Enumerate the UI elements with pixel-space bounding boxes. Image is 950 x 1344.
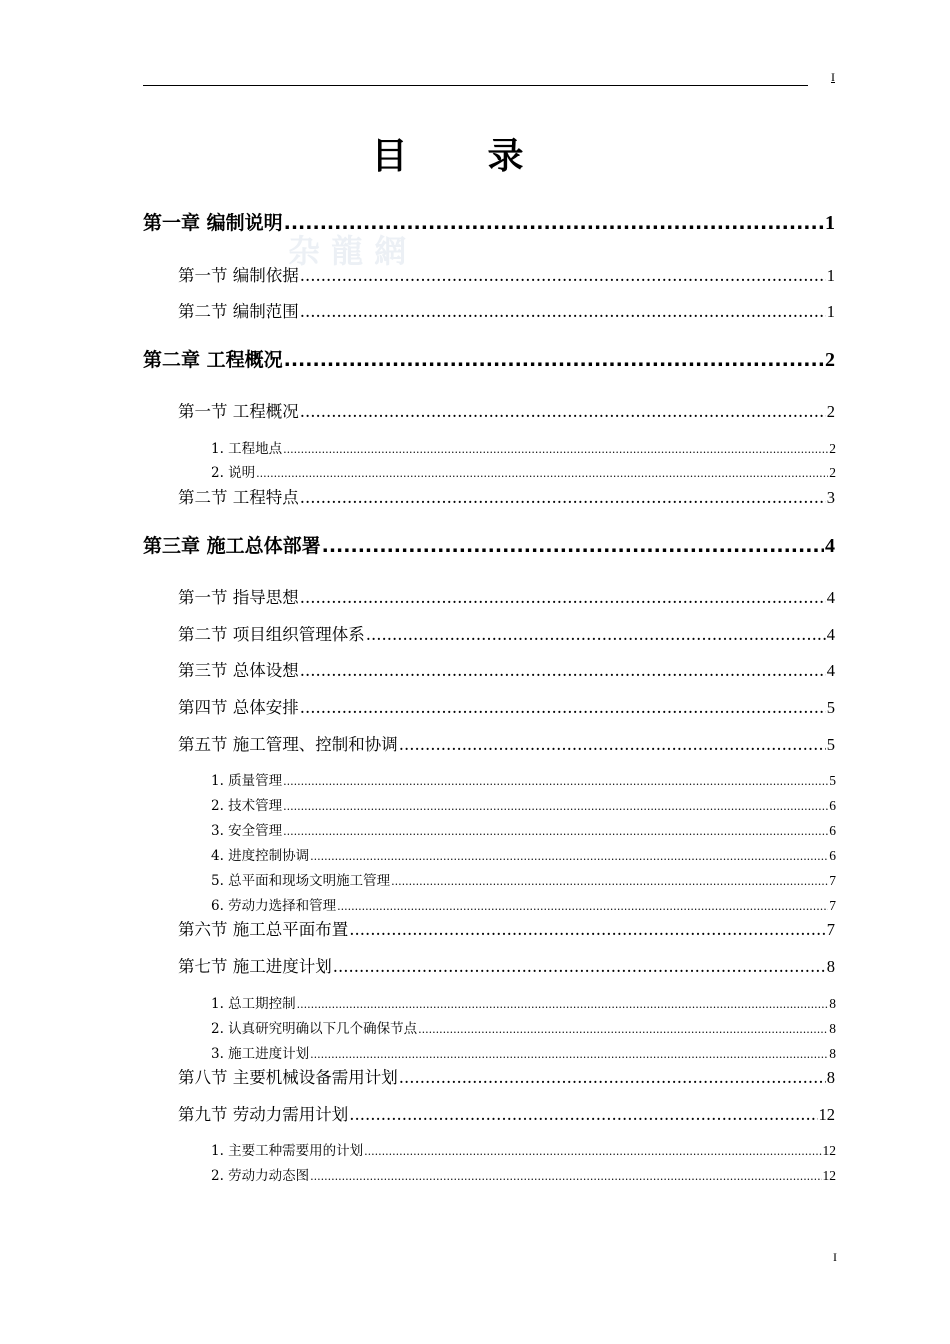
toc-page-number: 3	[826, 488, 835, 507]
toc-section-3-4[interactable]	[178, 694, 835, 718]
toc-section-3-2[interactable]	[178, 621, 835, 645]
toc-label: 第三章 施工总体部署	[143, 535, 321, 557]
toc-label: 第二节 工程特点	[178, 488, 299, 507]
document-title: 目录	[371, 136, 604, 177]
toc-leader-dots	[366, 625, 826, 644]
toc-page-number: 2	[829, 465, 836, 480]
toc-page-number: 2	[826, 402, 835, 421]
toc-section-2-2[interactable]	[178, 484, 835, 508]
toc-leader-dots	[283, 800, 828, 813]
toc-leader-dots	[349, 920, 826, 939]
toc-section-3-8[interactable]	[178, 1064, 835, 1088]
toc-page-number: 12	[818, 1105, 835, 1124]
toc-item-3-5-6[interactable]	[211, 894, 836, 914]
toc-page-number: 2	[825, 349, 835, 371]
toc-section-3-1[interactable]	[178, 584, 835, 608]
toc-label: 1. 主要工种需要用的计划	[211, 1143, 364, 1159]
toc-leader-dots	[300, 488, 826, 507]
toc-label: 第五节 施工管理、控制和协调	[178, 735, 398, 754]
toc-chapter-2[interactable]	[143, 345, 835, 372]
toc-leader-dots	[322, 535, 824, 557]
toc-page-number: 2	[829, 441, 836, 456]
toc-label: 3. 施工进度计划	[211, 1046, 310, 1062]
toc-leader-dots	[300, 302, 826, 321]
toc-section-3-9[interactable]	[178, 1101, 835, 1125]
toc-section-2-1[interactable]	[178, 398, 835, 422]
toc-item-3-9-1[interactable]	[211, 1139, 836, 1159]
toc-label: 6. 劳动力选择和管理	[211, 898, 337, 914]
toc-label: 第九节 劳动力需用计划	[178, 1105, 349, 1124]
toc-leader-dots	[364, 1145, 821, 1158]
toc-label: 第六节 施工总平面布置	[178, 920, 349, 939]
toc-label: 第一节 编制依据	[178, 266, 299, 285]
toc-leader-dots	[310, 1170, 821, 1183]
toc-page-number: 1	[826, 302, 835, 321]
toc-label: 2. 说明	[211, 465, 256, 481]
toc-label: 第四节 总体安排	[178, 698, 299, 717]
toc-item-3-7-2[interactable]	[211, 1017, 836, 1037]
toc-item-3-7-3[interactable]	[211, 1042, 836, 1062]
toc-item-3-5-4[interactable]	[211, 844, 836, 864]
toc-page-number: 7	[829, 898, 836, 913]
toc-page-number: 12	[822, 1143, 836, 1158]
toc-label: 第七节 施工进度计划	[178, 957, 332, 976]
toc-leader-dots	[300, 588, 826, 607]
toc-label: 1. 工程地点	[211, 441, 283, 457]
toc-label: 4. 进度控制协调	[211, 848, 310, 864]
toc-section-3-3[interactable]	[178, 657, 835, 681]
toc-page-number: 4	[825, 535, 835, 557]
toc-leader-dots	[300, 266, 826, 285]
toc-label: 第二章 工程概况	[143, 349, 283, 371]
toc-item-3-5-2[interactable]	[211, 794, 836, 814]
toc-page-number: 7	[826, 920, 835, 939]
toc-section-1-2[interactable]	[178, 298, 835, 322]
toc-leader-dots	[310, 850, 828, 863]
toc-leader-dots	[300, 661, 826, 680]
toc-label: 第二节 编制范围	[178, 302, 299, 321]
toc-section-3-6[interactable]	[178, 916, 835, 940]
toc-label: 第一节 指导思想	[178, 588, 299, 607]
toc-chapter-1[interactable]	[143, 208, 835, 235]
toc-page-number: 5	[829, 773, 836, 788]
toc-page-number: 6	[829, 848, 836, 863]
toc-page-number: 5	[826, 735, 835, 754]
toc-section-3-7[interactable]	[178, 953, 835, 977]
toc-leader-dots	[399, 735, 826, 754]
toc-leader-dots	[399, 1068, 826, 1087]
toc-leader-dots	[283, 775, 828, 788]
toc-leader-dots	[256, 467, 828, 480]
toc-leader-dots	[283, 825, 828, 838]
toc-page-number: 7	[829, 873, 836, 888]
toc-label: 5. 总平面和现场文明施工管理	[211, 873, 391, 889]
toc-leader-dots	[283, 443, 828, 456]
toc-item-3-5-1[interactable]	[211, 769, 836, 789]
watermark: 杂 龍 網	[288, 232, 407, 270]
toc-label: 第八节 主要机械设备需用计划	[178, 1068, 398, 1087]
toc-leader-dots	[333, 957, 826, 976]
toc-page-number: 6	[829, 823, 836, 838]
toc-page-number: 12	[822, 1168, 836, 1183]
toc-item-3-9-2[interactable]	[211, 1164, 836, 1184]
toc-label: 2. 认真研究明确以下几个确保节点	[211, 1021, 418, 1037]
toc-item-3-5-5[interactable]	[211, 869, 836, 889]
toc-label: 第三节 总体设想	[178, 661, 299, 680]
toc-label: 2. 劳动力动态图	[211, 1168, 310, 1184]
toc-label: 第一节 工程概况	[178, 402, 299, 421]
toc-label: 第一章 编制说明	[143, 212, 283, 234]
toc-leader-dots	[418, 1023, 828, 1036]
toc-page-number: 4	[826, 625, 835, 644]
toc-label: 3. 安全管理	[211, 823, 283, 839]
toc-item-2-1-2[interactable]	[211, 461, 836, 481]
toc-leader-dots	[337, 900, 828, 913]
toc-page-number: 8	[826, 1068, 835, 1087]
toc-page-number: 1	[826, 266, 835, 285]
footer-page-marker: I	[833, 1250, 837, 1264]
toc-item-3-7-1[interactable]	[211, 992, 836, 1012]
toc-page-number: 4	[826, 661, 835, 680]
toc-leader-dots	[297, 998, 829, 1011]
header-rule	[143, 85, 808, 86]
toc-leader-dots	[284, 212, 824, 234]
header-page-marker: I	[831, 70, 835, 84]
toc-leader-dots	[349, 1105, 817, 1124]
toc-page-number: 8	[826, 957, 835, 976]
toc-page-number: 8	[829, 1046, 836, 1061]
toc-item-3-5-3[interactable]	[211, 819, 836, 839]
toc-item-2-1-1[interactable]	[211, 437, 836, 457]
toc-leader-dots	[391, 875, 828, 888]
toc-label: 2. 技术管理	[211, 798, 283, 814]
toc-leader-dots	[310, 1048, 828, 1061]
toc-chapter-3[interactable]	[143, 531, 835, 558]
toc-page-number: 8	[829, 996, 836, 1011]
toc-label: 第二节 项目组织管理体系	[178, 625, 365, 644]
toc-page-number: 6	[829, 798, 836, 813]
toc-page-number: 4	[826, 588, 835, 607]
toc-section-3-5[interactable]	[178, 731, 835, 755]
toc-page-number: 1	[825, 212, 835, 234]
toc-leader-dots	[284, 349, 824, 371]
toc-leader-dots	[300, 698, 826, 717]
toc-label: 1. 总工期控制	[211, 996, 296, 1012]
toc-page-number: 8	[829, 1021, 836, 1036]
toc-leader-dots	[300, 402, 826, 421]
toc-section-1-1[interactable]	[178, 262, 835, 286]
toc-page-number: 5	[826, 698, 835, 717]
toc-label: 1. 质量管理	[211, 773, 283, 789]
